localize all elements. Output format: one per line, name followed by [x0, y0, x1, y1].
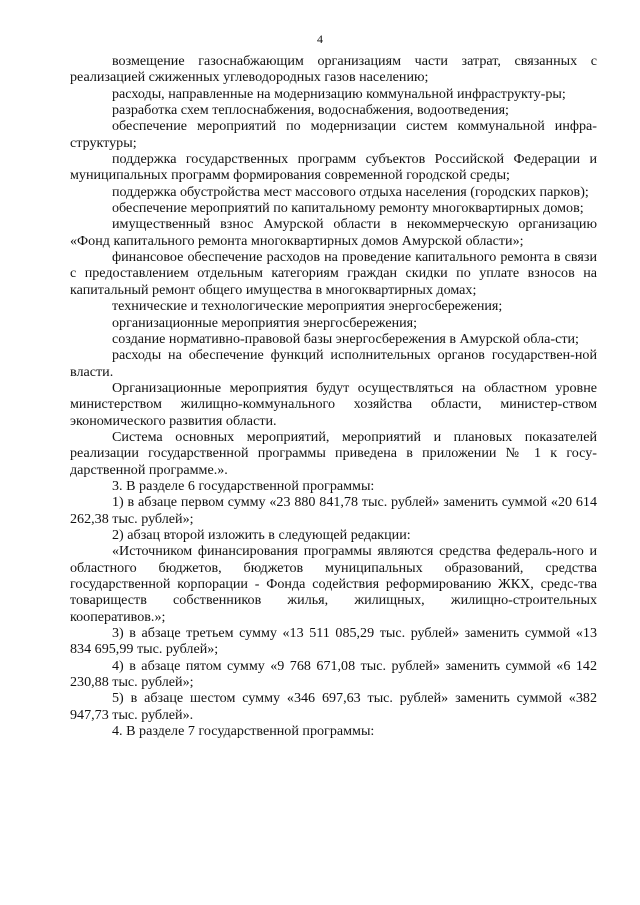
paragraph: технические и технологические мероприятия энергосбережения;	[112, 298, 503, 315]
paragraph: 1) в абзаце первом сумму «23 880 841,78 тыс. рублей» заменить суммой «20 614 262,38 тыс. рублей»;	[70, 494, 597, 527]
paragraph: создание нормативно-правовой базы энергосбережения в Амурской обла-сти;	[112, 330, 579, 347]
paragraph: расходы на обеспечение функций исполнительных органов государствен-ной власти.	[70, 347, 597, 380]
paragraph: имущественный взнос Амурской области в некоммерческую организацию «Фонд капитального ремонта многоквартирных домов Амурской области»;	[70, 216, 597, 249]
paragraph: Организационные мероприятия будут осуществляться на областном уровне министерством жилищно-коммунального хозяйства области, министер-ством экономического развития области.	[70, 379, 597, 429]
paragraph: разработка схем теплоснабжения, водоснабжения, водоотведения;	[112, 102, 509, 119]
paragraph: 5) в абзаце шестом сумму «346 697,63 тыс. рублей» заменить суммой «382 947,73 тыс. рублей».	[70, 690, 597, 723]
paragraph: поддержка государственных программ субъектов Российской Федерации и муниципальных программ формирования современной городской среды;	[70, 151, 597, 184]
paragraph: возмещение газоснабжающим организациям части затрат, связанных с реализацией сжиженных углеводородных газов населению;	[70, 53, 597, 86]
paragraph: 3) в абзаце третьем сумму «13 511 085,29 тыс. рублей» заменить суммой «13 834 695,99 тыс. рублей»;	[70, 625, 597, 658]
paragraph: поддержка обустройства мест массового отдыха населения (городских парков);	[112, 183, 589, 200]
paragraph: 4) в абзаце пятом сумму «9 768 671,08 тыс. рублей» заменить суммой «6 142 230,88 тыс. рублей»;	[70, 657, 597, 691]
paragraph: Система основных мероприятий, мероприятий и плановых показателей реализации государственной программы приведена в приложении № 1 к госу-дарственной программе.».	[70, 428, 597, 478]
paragraph: финансовое обеспечение расходов на проведение капитального ремонта в связи с предоставлением отдельным категориям граждан скидки по уплате взносов на капитальный ремонт общего имущества в многоквартирных домах;	[70, 249, 597, 298]
paragraph: 4. В разделе 7 государственной программы:	[112, 723, 375, 740]
paragraph: 3. В разделе 6 государственной программы:	[112, 477, 375, 494]
document-body	[70, 53, 597, 739]
paragraph: 2) абзац второй изложить в следующей редакции:	[112, 526, 411, 543]
paragraph: расходы, направленные на модернизацию коммунальной инфраструкту-ры;	[112, 85, 566, 102]
paragraph: обеспечение мероприятий по капитальному ремонту многоквартирных домов;	[112, 200, 584, 217]
paragraph: «Источником финансирования программы являются средства федераль-ного и областного бюджетов, бюджетов муниципальных образований, средства государственной корпорации - Фонда содействия реформированию ЖКХ, средс-тва товариществ собственников жилья, жилищных, жилищно-строительных кооперативов.»;	[70, 543, 597, 625]
paragraph: обеспечение мероприятий по модернизации систем коммунальной инфра-структуры;	[70, 118, 597, 151]
paragraph: организационные мероприятия энергосбережения;	[112, 314, 418, 331]
page-number: 4	[317, 32, 323, 46]
